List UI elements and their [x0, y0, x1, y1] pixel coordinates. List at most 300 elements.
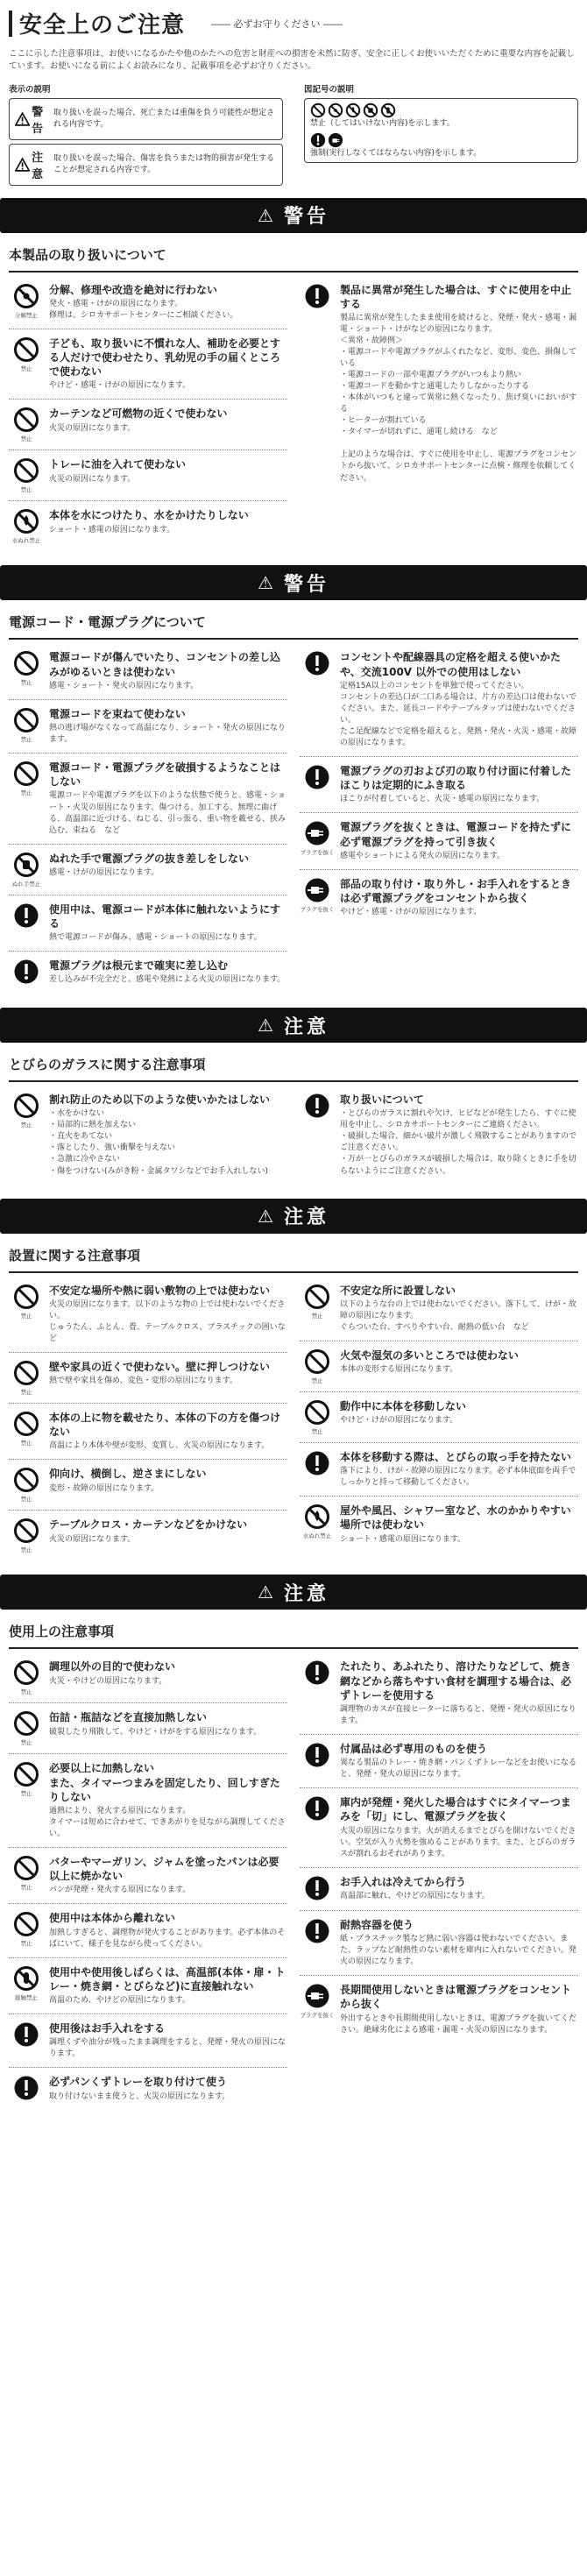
legend-symbol-title: 図記号の説明	[304, 84, 355, 95]
notice-description: 加熱しすぎると、調理物が発火することがあります。必ず本体のそばにいて、様子を見ながら使ってください。	[49, 1928, 286, 1949]
notice-icon-wrap	[9, 1284, 44, 1345]
legend-display	[9, 82, 283, 186]
notice-heading: 不安定な場所や熱に弱い敷物の上では使わない	[49, 1284, 271, 1297]
notice-item	[9, 1460, 287, 1511]
notice-heading: 付属品は必ず専用のものを使う	[340, 1743, 488, 1755]
notice-item	[300, 1735, 578, 1788]
notice-item	[9, 643, 287, 699]
notice-heading: 電源コード・電源プラグを破損するようなことはしない	[49, 761, 281, 789]
unplug-icon	[304, 877, 330, 903]
notice-description: 調理くずや油分が残ったまま調理をすると、発煙・発火の原因になります。	[49, 2038, 286, 2059]
notice-body	[44, 457, 287, 493]
icon-caption: 禁止	[20, 486, 32, 494]
banner-label: 警告	[283, 573, 329, 596]
prohibit-icon	[13, 707, 39, 733]
no-wet-hands-icon	[13, 852, 39, 878]
notice-body	[44, 407, 287, 442]
icon-caption: 水ぬれ禁止	[11, 537, 41, 545]
prohibit-icon	[13, 1761, 39, 1787]
notice-icon-wrap	[300, 1875, 335, 1903]
notice-description: 定格15A以上のコンセントを単独で使ってください。 コンセントの差込口が二口ある場合は、片方の差込口は使わないでください。また、延長コードやテーブルタップは使わないでください。 たこ足配線などで定格を超えると、発熱・発火・火災・感電・故障の原因になります。	[340, 681, 577, 747]
notice-body	[335, 1918, 578, 1968]
notice-item	[300, 813, 578, 869]
banner-warning	[0, 198, 587, 233]
notice-body	[335, 1093, 578, 1177]
notice-item	[300, 276, 578, 492]
notice-body	[44, 1518, 287, 1553]
legend-warning	[15, 103, 53, 136]
notice-description: 火災の原因になります。	[49, 423, 136, 433]
prohibit-icon	[13, 1284, 39, 1310]
mandatory-icon	[304, 764, 330, 790]
mandatory-icon	[304, 1742, 330, 1768]
notice-description: 火災の原因になります。以下のような物の上では使わないでください。 じゅうたん、ふとん、畳、テーブルクロス、プラスチックの囲いなど	[49, 1299, 286, 1343]
notice-body	[335, 1450, 578, 1489]
notice-icon-wrap	[9, 508, 44, 544]
notice-icon-wrap	[9, 959, 44, 987]
notice-item	[300, 1341, 578, 1392]
notice-description: ショート・感電の原因になります。	[49, 525, 175, 534]
section-grid	[0, 1082, 587, 1184]
notice-description: 電源コードや電源プラグを以下のような状態で使うと、感電・ショート・火災の原因になります。傷つける、加工する、無理に曲げる、高温部に近づける、ねじる、引っ張る、重い物を載せる、挟み込む、束ねる など	[49, 791, 286, 835]
notice-item	[300, 1497, 578, 1552]
section-column-right	[300, 276, 578, 552]
notice-heading: 使用中は本体から離れない	[49, 1912, 176, 1925]
unplug-icon	[304, 1983, 330, 2009]
notice-icon-wrap	[300, 650, 335, 749]
no-disassembly-icon	[328, 103, 343, 118]
notice-item	[9, 1511, 287, 1560]
mandatory-icon	[13, 2021, 39, 2048]
banner-label: 注意	[283, 1016, 329, 1038]
notice-description: 以下のような台の上では使わないでください。落下して、けが・故障の原因になります。 ぐらついた台、すべりやすい台、耐熱の低い台 など	[340, 1299, 576, 1332]
notice-body	[44, 1467, 287, 1503]
notice-icon-wrap	[300, 1983, 335, 2035]
notice-heading: 本体を水につけたり、水をかけたりしない	[49, 509, 249, 522]
notice-item	[300, 1976, 578, 2042]
icon-caption: 禁止	[20, 435, 32, 443]
notice-description: ほこりが付着していると、火災・感電の原因になります。	[340, 795, 545, 804]
section-title: 設置に関する注意事項	[9, 1234, 578, 1273]
notice-description: 破裂したり飛散して、やけど・けがをする原因になります。	[49, 1727, 262, 1737]
page-subtitle: ―― 必ずお守りください ――	[211, 18, 343, 30]
banner-caution	[0, 1575, 587, 1610]
section-grid	[0, 1273, 587, 1561]
notice-item	[300, 1277, 578, 1341]
prohibit-icon	[310, 103, 326, 118]
notice-heading: 部品の取り付け・取り外し・お手入れをするときは必ず電源プラグをコンセントから抜く	[340, 877, 572, 905]
notice-icon-wrap	[9, 707, 44, 746]
no-water-icon	[345, 103, 361, 118]
notice-heading: テーブルクロス・カーテンなどをかけない	[49, 1518, 248, 1532]
prohibit-icon	[304, 1399, 330, 1426]
icon-caption: 禁止	[20, 1312, 32, 1320]
prohibit-icon	[13, 1411, 39, 1437]
notice-icon-wrap	[9, 457, 44, 493]
notice-description: 火災の原因になります。	[49, 474, 136, 484]
notice-heading: 使用中や使用後しばらくは、高温部(本体・扉・トレー・焼き網・とびらなど)に直接触れない	[49, 1965, 286, 1992]
notice-body	[44, 761, 287, 837]
notice-icon-wrap	[9, 1911, 44, 1950]
legend-mandatory-icons	[310, 132, 343, 148]
notice-item	[300, 1086, 578, 1184]
legend-caution-box	[9, 144, 283, 186]
legend-warning-box	[9, 98, 283, 140]
notice-heading: 庫内が発煙・発火した場合はすぐにタイマーつまみを「切」にし、電源プラグを抜く	[340, 1796, 571, 1823]
notice-body	[44, 1360, 287, 1396]
notice-item	[9, 1754, 287, 1848]
prohibit-icon	[13, 1360, 39, 1386]
notice-body	[335, 1795, 578, 1860]
notice-item	[9, 1703, 287, 1754]
icon-caption: 禁止	[311, 1312, 323, 1320]
notice-item	[300, 1392, 578, 1443]
notice-icon-wrap	[300, 1093, 335, 1177]
section-title: 電源コード・電源プラグについて	[9, 600, 578, 640]
notice-icon-wrap	[300, 1504, 335, 1545]
notice-item	[9, 1958, 287, 2014]
notice-icon-wrap	[9, 1093, 44, 1177]
notice-icon-wrap	[300, 764, 335, 805]
notice-heading: 屋外や風呂、シャワー室など、水のかかりやすい場所では使わない	[340, 1504, 571, 1532]
notice-icon-wrap	[300, 1450, 335, 1489]
mandatory-icon	[13, 2075, 39, 2101]
notice-heading: 火気や湿気の多いところでは使わない	[340, 1348, 519, 1362]
notice-heading: 仰向け、横倒し、逆さまにしない	[49, 1468, 207, 1481]
section-column-right	[300, 643, 578, 994]
notice-description: ショート・感電の原因になります。	[340, 1534, 466, 1544]
icon-caption: 禁止	[20, 364, 32, 372]
title-bar-accent	[9, 11, 12, 37]
notice-icon-wrap	[300, 1918, 335, 1968]
unplug-icon	[328, 132, 343, 148]
section-title: 本製品の取り扱いについて	[9, 233, 578, 272]
icon-caption: 禁止	[20, 1439, 32, 1447]
notice-heading: 必ずパンくずトレーを取り付けて使う	[49, 2076, 228, 2089]
prohibit-icon	[13, 457, 39, 484]
notice-body	[44, 1965, 287, 2006]
icon-caption: 禁止	[311, 1427, 323, 1435]
banner-warning	[0, 565, 587, 600]
notice-icon-wrap	[300, 1399, 335, 1435]
notice-heading: 電源コードが傷んでいたり、コンセントの差し込みがゆるいときは使わない	[49, 651, 281, 678]
legend-symbol-box	[304, 98, 578, 163]
notice-body	[335, 1742, 578, 1780]
notice-icon-wrap	[9, 1855, 44, 1896]
notice-heading: 不安定な所に設置しない	[340, 1284, 456, 1297]
notice-description: 外出するときや長期間使用しないときは、電源プラグを抜いてください。絶縁劣化による感電・漏電・火災の原因になります。	[340, 2013, 577, 2035]
notice-body	[44, 508, 287, 544]
prohibit-icon	[13, 650, 39, 676]
notice-body	[335, 1660, 578, 1727]
section-title: 使用上の注意事項	[9, 1610, 578, 1649]
notice-item	[9, 1353, 287, 1404]
notice-body	[335, 1284, 578, 1334]
prohibit-icon	[304, 1348, 330, 1375]
caution-triangle-icon: ⚠	[258, 1582, 277, 1603]
notice-heading: たれたり、あふれたり、溶けたりなどして、焼き網などから落ちやすい食材を調理する場合は、必ずトレーを使用する	[340, 1660, 572, 1702]
notice-body	[335, 764, 578, 805]
legend-symbols	[304, 82, 578, 186]
notice-body	[44, 1284, 287, 1345]
section-column-left	[9, 1652, 287, 2110]
notice-body	[44, 902, 287, 944]
notice-heading: 本体を移動する際は、とびらの取っ手を持たない	[340, 1450, 572, 1463]
banner-label: 警告	[283, 206, 329, 228]
notice-item	[300, 1911, 578, 1976]
notice-item	[9, 276, 287, 329]
notice-heading: 電源コードを束ねて使わない	[49, 707, 186, 720]
prohibit-icon	[13, 1467, 39, 1493]
notice-description: 高温部に触れ、やけどの原因になります。	[340, 1891, 490, 1900]
no-touch-icon	[380, 103, 396, 118]
notice-item	[9, 1904, 287, 1957]
notice-item	[9, 1277, 287, 1353]
notice-heading: 動作中に本体を移動しない	[340, 1399, 467, 1412]
notice-item	[300, 1788, 578, 1868]
notice-description: 火災・やけどの原因になります。	[49, 1676, 167, 1686]
section-grid	[0, 640, 587, 994]
icon-caption: 禁止	[20, 1940, 32, 1948]
notice-body	[335, 877, 578, 918]
notice-icon-wrap	[300, 820, 335, 861]
legend-caution-label: 注意	[32, 151, 44, 181]
notice-item	[9, 2014, 287, 2068]
icon-caption: 禁止	[20, 1496, 32, 1504]
notice-heading: バターやマーガリン、ジャムを塗ったパンは必要以上に焼かない	[49, 1856, 279, 1883]
notice-item	[9, 952, 287, 994]
notice-icon-wrap	[300, 283, 335, 485]
no-touch-icon	[13, 1965, 39, 1992]
icon-caption: プラグを抜く	[300, 2012, 335, 2020]
notice-body	[335, 1875, 578, 1903]
caution-triangle-icon	[15, 157, 30, 173]
notice-description: 本体の変形する原因になります。	[340, 1365, 458, 1375]
mandatory-icon	[310, 132, 326, 148]
banner-caution	[0, 1008, 587, 1043]
notice-icon-wrap	[9, 1710, 44, 1746]
prohibit-icon	[13, 1710, 39, 1737]
no-water-icon	[13, 508, 39, 534]
notice-icon-wrap	[9, 761, 44, 837]
notice-heading: 製品に異常が発生した場合は、すぐに使用を中止する	[340, 283, 572, 310]
mandatory-icon	[304, 1795, 330, 1822]
section-column-right	[300, 1086, 578, 1184]
legend-warning-text: 取り扱いを誤った場合、死亡または重傷を負う可能性が想定される内容です。	[53, 109, 275, 129]
legend-warning-label: 警告	[32, 105, 44, 136]
icon-caption: 禁止	[20, 1122, 32, 1129]
notice-icon-wrap	[9, 283, 44, 322]
prohibit-icon	[13, 1911, 39, 1937]
notice-description: 差し込みが不完全だと、感電や発熱による火災の原因になります。	[49, 975, 286, 985]
notice-item	[9, 700, 287, 754]
notice-description: 高温のため、やけどの原因になります。	[49, 1996, 190, 2006]
notice-description: 火災の原因になります。	[49, 1534, 136, 1544]
notice-heading: コンセントや配線器具の定格を超える使いかたや、交流100V 以外での使用はしない	[340, 651, 562, 678]
notice-description: 熱で電源コードが傷み、感電・ショートの原因になります。	[49, 933, 262, 943]
notice-heading: 長期間使用しないときは電源プラグをコンセントから抜く	[340, 1984, 572, 2011]
icon-caption: 禁止	[20, 1388, 32, 1396]
prohibit-icon	[13, 761, 39, 787]
banner-label: 注意	[283, 1582, 329, 1605]
notice-description: 感電・けがの原因になります。	[49, 867, 159, 877]
notice-item	[9, 895, 287, 952]
mandatory-icon	[304, 1875, 330, 1901]
notice-body	[335, 820, 578, 861]
notice-body	[44, 1855, 287, 1896]
notice-description: 調理物のカスが直接ヒーターに落ちると、発煙・発火の原因になります。	[340, 1704, 576, 1725]
notice-icon-wrap	[300, 1348, 335, 1384]
notice-body	[44, 1761, 287, 1840]
notice-item	[300, 1652, 578, 1735]
prohibit-icon	[13, 1855, 39, 1881]
notice-item	[9, 1404, 287, 1460]
notice-description: やけど・感電・けがの原因になります。	[340, 908, 482, 917]
caution-triangle-icon: ⚠	[258, 1205, 277, 1227]
notice-icon-wrap	[9, 2075, 44, 2103]
mandatory-icon	[13, 902, 39, 929]
notice-heading: 必要以上に加熱しない また、タイマーつまみを固定したり、回しすぎたりしない	[49, 1762, 280, 1803]
notice-heading: カーテンなど可燃物の近くで使わない	[49, 407, 228, 421]
section-column-left	[9, 1277, 287, 1561]
notice-icon-wrap	[9, 1761, 44, 1840]
mandatory-icon	[304, 1450, 330, 1476]
notice-description: 紙・プラスチック製など熱に弱い容器は使わないでください。また、ラップなど耐熱性のない素材を庫内に入れないでください。発火の原因になります。	[340, 1934, 576, 1967]
notice-description: やけど・けがの原因になります。	[340, 1416, 458, 1426]
notice-item	[9, 1086, 287, 1184]
header	[0, 0, 587, 39]
notice-heading: お手入れは冷えてから行う	[340, 1875, 467, 1888]
notice-icon-wrap	[9, 902, 44, 944]
notice-heading: 割れ防止のため以下のような使いかたはしない	[49, 1093, 271, 1107]
notice-heading: 壁や家具の近くで使わない。壁に押しつけない	[49, 1360, 271, 1373]
notice-body	[44, 2021, 287, 2060]
notice-body	[44, 852, 287, 888]
prohibit-icon	[13, 336, 39, 363]
icon-caption: 禁止	[20, 1688, 32, 1696]
prohibit-icon	[13, 1660, 39, 1686]
section-column-left	[9, 1086, 287, 1184]
notice-item	[9, 754, 287, 845]
notice-description: ・水をかけない ・局部的に熱を加えない ・直火をあてない ・落としたり、強い衝撃を与えない ・急激に冷やさない ・傷をつけない(みがき粉・金属タワシなどでお手入れしない)	[49, 1109, 269, 1176]
notice-item	[9, 845, 287, 895]
notice-description: 製品に異常が発生したまま使用を続けると、発煙・発火・感電・漏電・ショート・けがなどの原因になります。 ＜異常・故障例＞ ・電源コードや電源プラグがふくれたなど、変形、変色、損傷している ・電源コードの一部や電源プラグがいつもより熱い ・電源コードを動かすと通電したりしなかったりする ・本体がいつもと違って異常に熱くなったり、焦げ臭いにおいがする ・ヒーターが割れている ・タイマーが切れずに、通電し続ける など 上記のような場合は、すぐに使用を中止し、電源プラグをコンセントから抜いて、シロカサポートセンターに点検・修理を依頼してください。	[340, 313, 577, 483]
notice-body	[44, 1411, 287, 1452]
notice-heading: ぬれた手で電源プラグの抜き差しをしない	[49, 852, 250, 865]
banner-label: 注意	[283, 1207, 329, 1229]
notice-description: やけど・感電・けがの原因になります。	[49, 381, 191, 391]
notice-icon-wrap	[9, 1467, 44, 1503]
notice-heading: 電源プラグは根元まで確実に差し込む	[49, 959, 229, 973]
notice-icon-wrap	[9, 2021, 44, 2060]
prohibit-icon	[13, 1518, 39, 1544]
no-wet-hands-icon	[363, 103, 378, 118]
notice-heading: トレーに油を入れて使わない	[49, 458, 187, 471]
section-grid	[0, 272, 587, 552]
prohibit-icon	[13, 1093, 39, 1119]
notice-item	[9, 1652, 287, 1703]
notice-body	[44, 1710, 287, 1746]
icon-caption: 禁止	[20, 735, 32, 743]
notice-description: 感電・ショート・発火の原因になります。	[49, 681, 199, 690]
notice-body	[335, 650, 578, 749]
notice-description: 熱の逃げ場がなくなって高温になり、ショート・発火の原因になります。	[49, 724, 286, 745]
icon-caption: プラグを抜く	[300, 905, 335, 913]
notice-item	[300, 643, 578, 757]
notice-icon-wrap	[9, 852, 44, 888]
legend-prohibit-icons	[310, 103, 396, 118]
banner-caution	[0, 1199, 587, 1234]
icon-caption: ぬれ手禁止	[11, 880, 41, 888]
notice-item	[300, 1443, 578, 1497]
mandatory-icon	[13, 959, 39, 985]
prohibit-icon	[13, 407, 39, 433]
notice-description: 発火・感電・けがの原因になります。 修理は、シロカサポートセンターにご相談ください。	[49, 299, 238, 320]
notice-icon-wrap	[300, 1795, 335, 1860]
mandatory-icon	[304, 1093, 330, 1119]
notice-icon-wrap	[9, 1518, 44, 1553]
notice-icon-wrap	[9, 336, 44, 393]
notice-description: 変形・故障の原因になります。	[49, 1483, 159, 1493]
notice-description: パンが発煙・発火する原因になります。	[49, 1886, 191, 1895]
legend-caution	[15, 148, 53, 181]
prohibit-icon	[304, 1284, 330, 1310]
notice-body	[44, 283, 287, 322]
notice-heading: 使用中は、電源コードが本体に触れないようにする	[49, 902, 281, 930]
warning-triangle-icon	[15, 111, 30, 127]
notice-icon-wrap	[9, 650, 44, 691]
notice-item	[300, 870, 578, 925]
icon-caption: 禁止	[20, 1546, 32, 1554]
notice-icon-wrap	[9, 1660, 44, 1695]
notice-description: 異なる製品のトレー・焼き網・パンくずトレーなどをお使いになると、発煙・発火の原因になります。	[340, 1759, 577, 1780]
notice-body	[44, 2075, 287, 2103]
warning-triangle-icon: ⚠	[258, 572, 277, 594]
notice-icon-wrap	[9, 1965, 44, 2006]
notice-item	[9, 450, 287, 501]
section-column-left	[9, 276, 287, 552]
notice-description: ・とびらのガラスに割れや欠け、ヒビなどが発生したら、すぐに使用を中止し、シロカサポートセンターにご連絡ください。 ・破損した場合、細かい破片が激しく飛散することがありますのでご注意ください。 ・万が一とびらのガラスが破損した場合は、取り除くときに手を切らないようにご注意ください。	[340, 1109, 577, 1176]
icon-caption: 水ぬれ禁止	[302, 1532, 332, 1540]
notice-heading: 耐熱容器を使う	[340, 1918, 414, 1931]
notice-body	[44, 1911, 287, 1950]
notice-heading: 缶詰・瓶詰などを直接加熱しない	[49, 1711, 208, 1724]
notice-item	[9, 329, 287, 400]
page-title: 安全上のご注意	[19, 12, 186, 39]
icon-caption: 禁止	[20, 1884, 32, 1892]
notice-item	[9, 400, 287, 450]
notice-heading: 取り扱いについて	[340, 1093, 424, 1107]
notice-heading: 子ども、取り扱いに不慣れな人、補助を必要とする人だけで使わせたり、乳幼児の手の届くところで使わない	[49, 336, 281, 379]
section-title: とびらのガラスに関する注意事項	[9, 1043, 578, 1082]
caution-triangle-icon: ⚠	[258, 1015, 277, 1037]
mandatory-icon	[304, 283, 330, 309]
section-grid	[0, 1649, 587, 2110]
icon-caption: 分解禁止	[15, 311, 38, 319]
notice-icon-wrap	[300, 1742, 335, 1780]
notice-icon-wrap	[9, 407, 44, 442]
legend-display-title: 表示の説明	[9, 84, 51, 95]
unplug-icon	[304, 820, 330, 846]
section-column-right	[300, 1277, 578, 1561]
no-disassembly-icon	[13, 283, 39, 309]
notice-heading: 電源プラグを抜くときは、電源コードを持たずに必ず電源プラグを持って引き抜く	[340, 821, 572, 848]
notice-item	[300, 1868, 578, 1911]
notice-item	[9, 501, 287, 551]
no-water-icon	[304, 1504, 330, 1530]
notice-icon-wrap	[300, 1660, 335, 1727]
intro-text: ここに示した注意事項は、お使いになるかたや他のかたへの危害と財産への損害を未然に防ぎ、安全に正しくお使いいただくために重要な内容を記載しています。お使いになる前によくお読みになり、記載事項を必ずお守りください。	[9, 49, 575, 72]
